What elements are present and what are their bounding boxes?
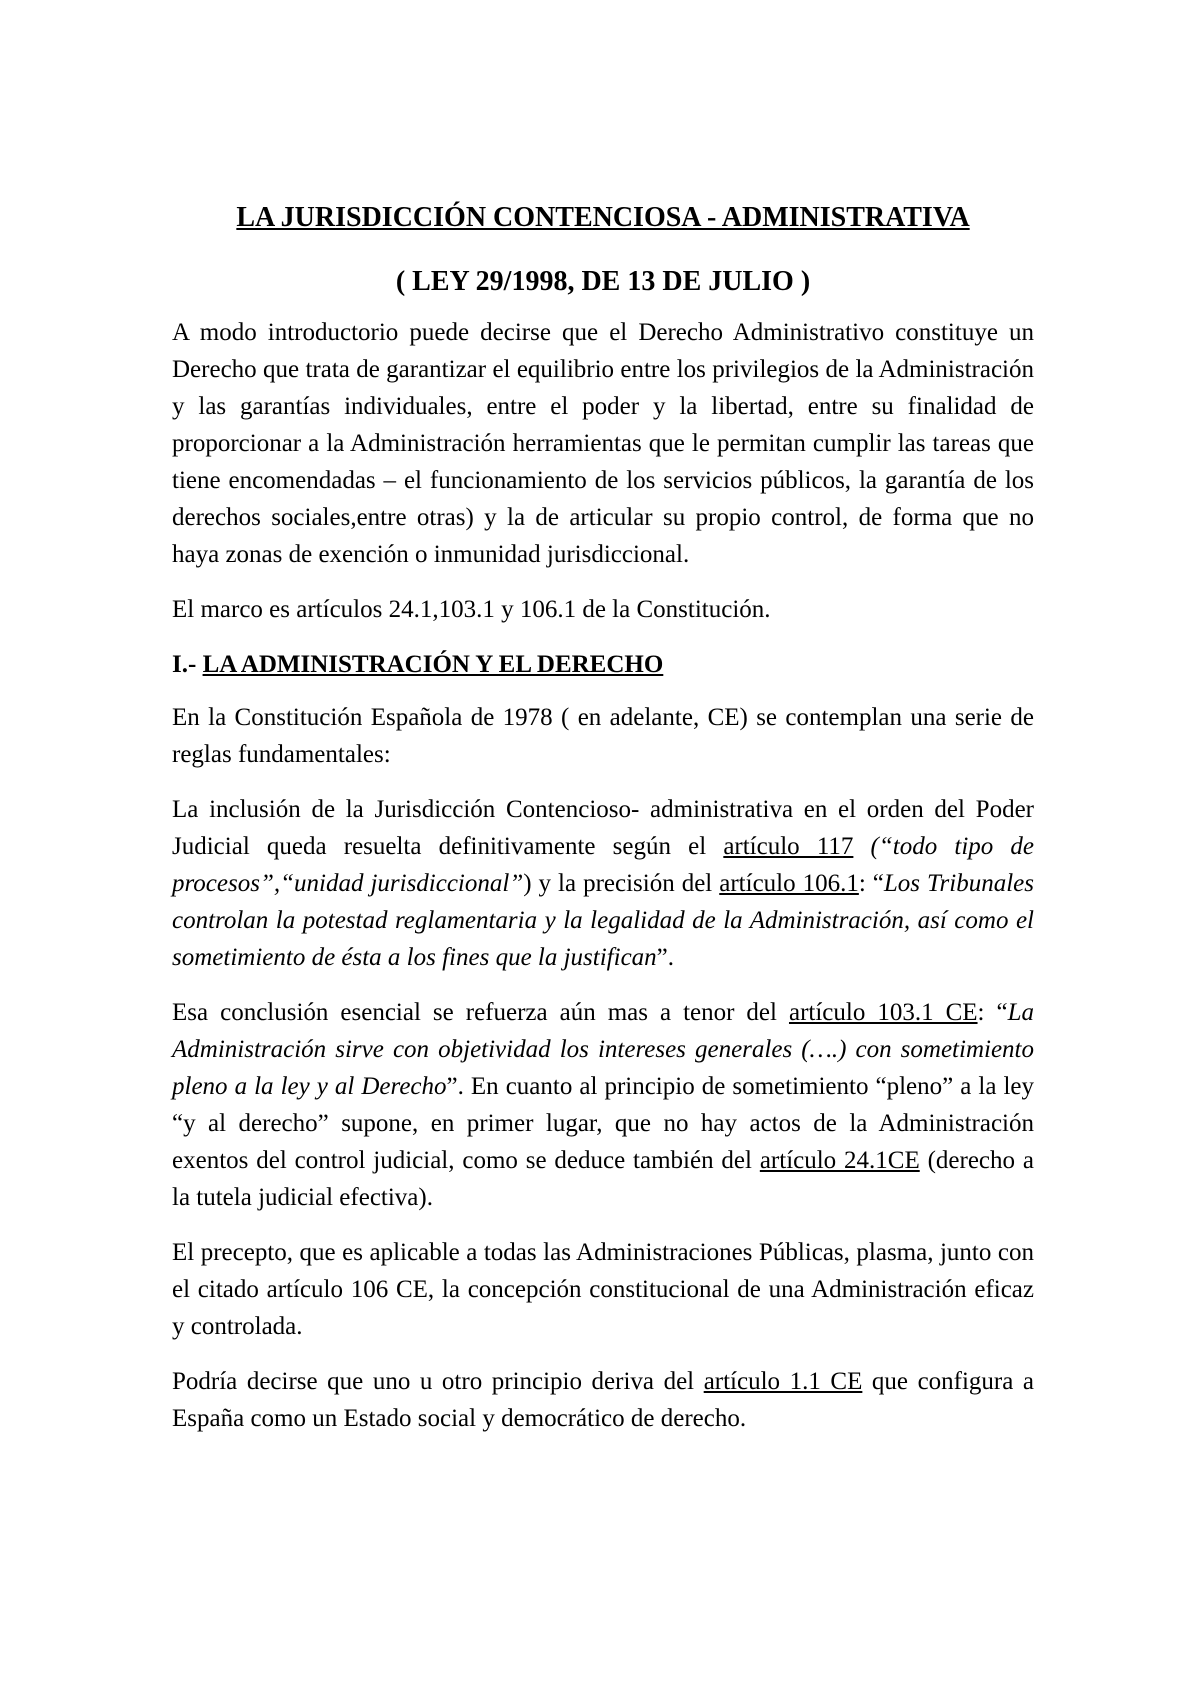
article-1-1-link[interactable]: artículo 1.1 CE	[703, 1368, 863, 1395]
paragraph-inclusion	[172, 791, 1034, 976]
text-span: La inclusión de la Jurisdicción Contencioso- administrativa en el orden del Poder Judicial queda resuelta definitivamente según el	[172, 796, 1034, 860]
section-number: I.-	[172, 651, 197, 678]
paragraph-estado-social	[172, 1363, 1034, 1437]
quote-103-1: La Administración sirve con objetividad los intereses generales (….) con sometimiento pleno a la ley y al Derecho	[172, 999, 1034, 1100]
text-span: ”.	[656, 944, 675, 971]
text-span	[853, 833, 870, 860]
text-span: Esa conclusión esencial se refuerza aún mas a tenor del	[172, 999, 789, 1026]
article-24-1-link[interactable]: artículo 24.1CE	[759, 1147, 920, 1174]
document-page	[172, 200, 1034, 1455]
article-117-link[interactable]: artículo 117	[723, 833, 854, 860]
quote-117: (“todo tipo de procesos”,“unidad jurisdiccional”	[172, 833, 1035, 897]
paragraph-constitucion: En la Constitución Española de 1978 ( en adelante, CE) se contemplan una serie de reglas fundamentales:	[172, 704, 1034, 768]
text-span: : “	[858, 870, 884, 897]
paragraph-intro: A modo introductorio puede decirse que el Derecho Administrativo constituye un Derecho que trata de garantizar el equilibrio entre los privilegios de la Administración y las garantías individuales, entre el poder y la libertad, entre su finalidad de proporcionar a la Administración herramientas que le permitan cumplir las tareas que tiene encomendadas – el funcionamiento de los servicios públicos, la garantía de los derechos sociales,entre otras) y la de articular su propio control, de forma que no haya zonas de exención o inmunidad jurisdiccional.	[172, 319, 1034, 568]
text-span: ”. En cuanto al principio de sometimiento “pleno” a la ley “y al derecho” supone, en primer lugar, que no hay actos de la Administración exentos del control judicial, como se deduce también del	[172, 1073, 1035, 1174]
section-title: LA ADMINISTRACIÓN Y EL DERECHO	[202, 651, 664, 678]
paragraph-marco: El marco es artículos 24.1,103.1 y 106.1 de la Constitución.	[172, 596, 771, 623]
quote-106-1: Los Tribunales controlan la potestad reglamentaria y la legalidad de la Administración, así como el sometimiento de ésta a los fines que la justifican	[172, 870, 1035, 971]
article-103-1-link[interactable]: artículo 103.1 CE	[788, 999, 978, 1026]
paragraph-conclusion	[172, 994, 1034, 1216]
document-subtitle: ( LEY 29/1998, DE 13 DE JULIO )	[395, 266, 811, 297]
section-heading	[172, 646, 1034, 683]
text-span: (derecho a la tutela judicial efectiva).	[172, 1147, 1034, 1211]
text-span: que configura a España como un Estado social y democrático de derecho.	[172, 1368, 1035, 1432]
document-title: LA JURISDICCIÓN CONTENCIOSA - ADMINISTRATIVA	[236, 202, 970, 233]
text-span: ) y la precisión del	[523, 870, 720, 897]
text-span: : “	[977, 999, 1008, 1026]
article-106-1-link[interactable]: artículo 106.1	[719, 870, 859, 897]
text-span: Podría decirse que uno u otro principio deriva del	[172, 1368, 704, 1395]
paragraph-precepto: El precepto, que es aplicable a todas las Administraciones Públicas, plasma, junto con el citado artículo 106 CE, la concepción constitucional de una Administración eficaz y controlada.	[172, 1239, 1034, 1340]
